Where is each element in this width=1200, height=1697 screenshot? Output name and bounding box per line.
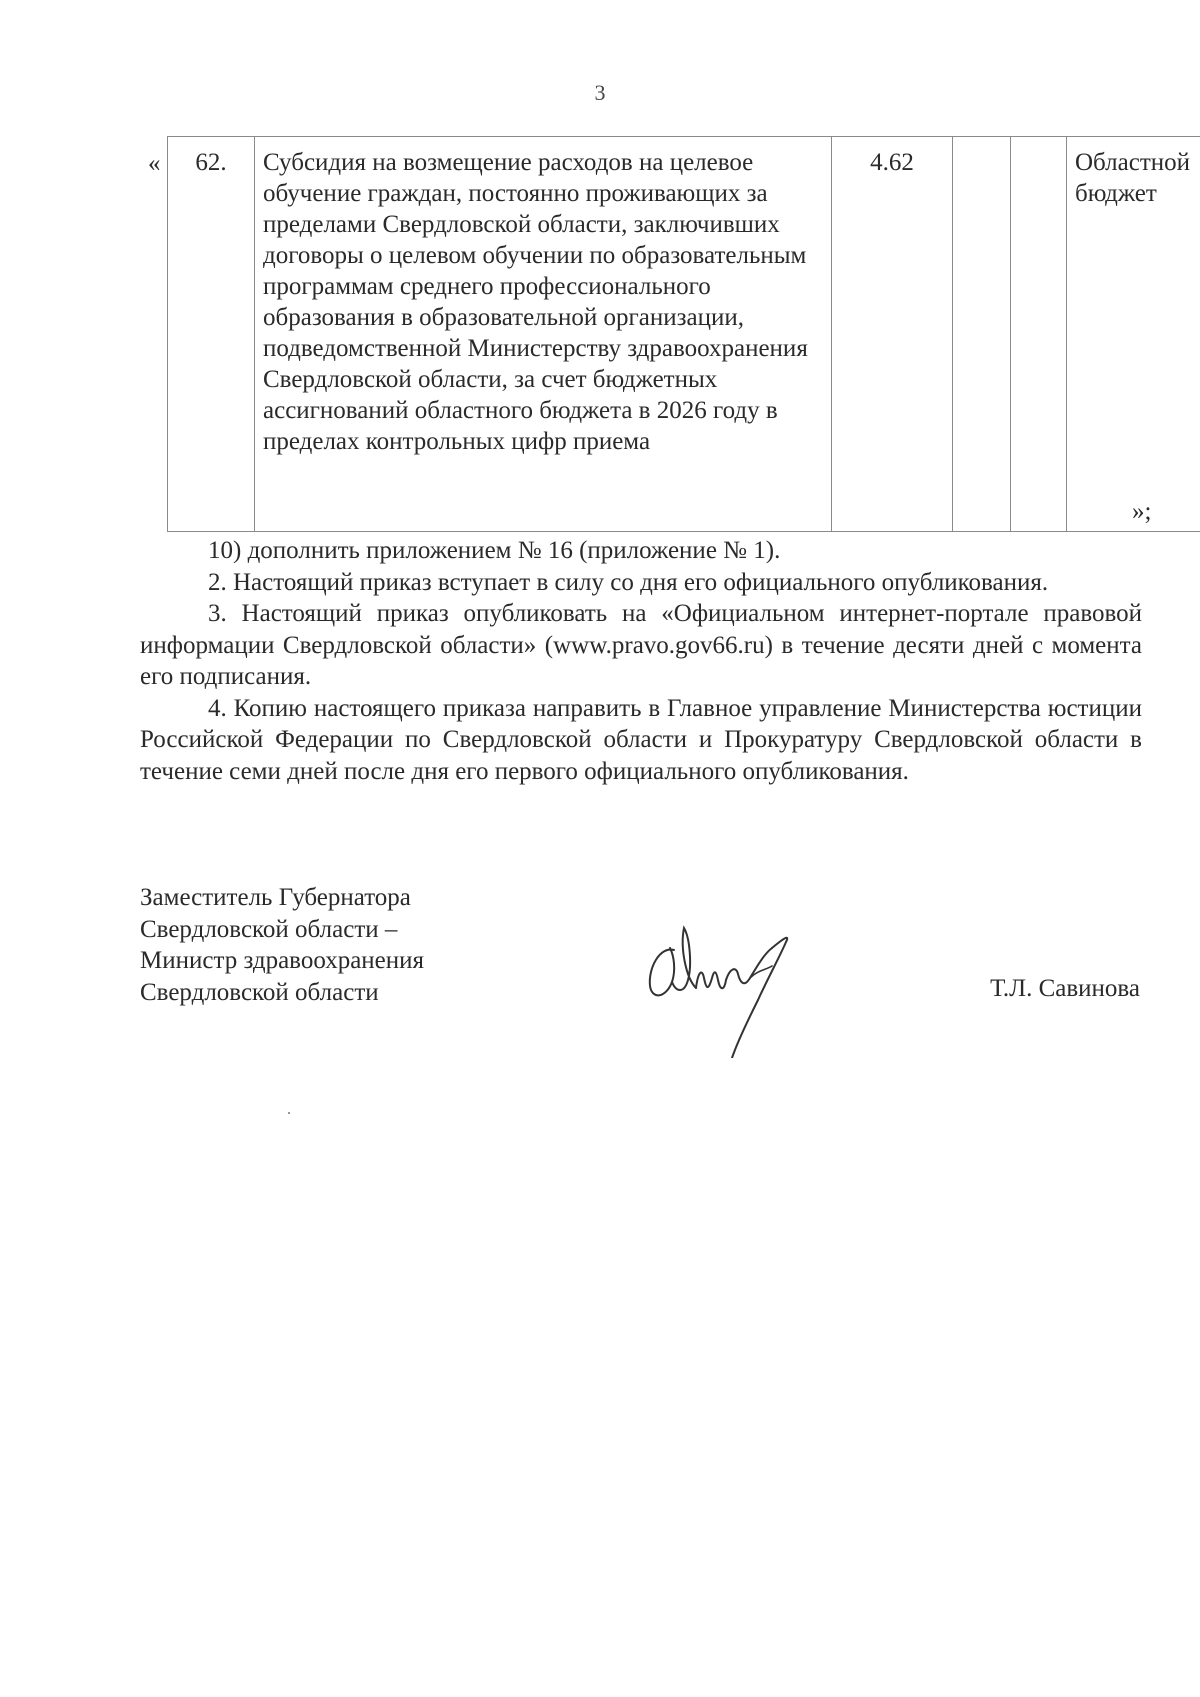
row-number-cell: 62.	[168, 137, 255, 532]
order-body-text	[140, 535, 1142, 787]
table-close-quote: »;	[1132, 498, 1152, 525]
signer-name: Т.Л. Савинова	[990, 975, 1140, 1002]
paragraph-item-2: 2. Настоящий приказ вступает в силу со дня его официального опубликования.	[208, 568, 1049, 596]
handwritten-signature	[640, 908, 820, 1063]
row-funding-source-cell: Областной бюджет	[1067, 137, 1200, 532]
scan-speck	[288, 1112, 290, 1114]
row-code-cell: 4.62	[832, 137, 953, 532]
table-open-quote: «	[148, 150, 161, 177]
signature-icon	[640, 908, 820, 1058]
row-title-cell: Субсидия на возмещение расходов на целевое обучение граждан, постоянно проживающих за пределами Свердловской области, заключивших договоры о целевом обучении по образовательным программам среднего профессионального образования в образовательной организации, подведомственной Министерству здравоохранения Свердловской области, за счет бюджетных ассигнований областного бюджета в 2026 году в пределах контрольных цифр приема	[255, 137, 832, 532]
page-number: 3	[594, 80, 606, 105]
signer-position-line: Министр здравоохранения	[140, 947, 425, 974]
signer-position-line: Свердловской области	[140, 978, 379, 1006]
signer-position	[140, 882, 424, 1008]
paragraph-item-3: 3. Настоящий приказ опубликовать на «Официальном интернет-портале правовой информации Свердловской области» (www.pravo.gov66.ru) в течение десяти дней с момента его подписания.	[140, 600, 1142, 690]
amendment-table	[167, 136, 1200, 532]
paragraph-item-4: 4. Копию настоящего приказа направить в Главное управление Министерства юстиции Российской Федерации по Свердловской области и Прокуратуру Свердловской области в течение семи дней после дня его первого официального опубликования.	[140, 694, 1142, 785]
row-empty-cell-2	[1011, 137, 1067, 532]
signer-position-line: Свердловской области –	[140, 915, 398, 943]
signer-position-line: Заместитель Губернатора	[140, 884, 411, 911]
row-empty-cell-1	[953, 137, 1011, 532]
table-row	[168, 137, 1200, 532]
paragraph-item-10: 10) дополнить приложением № 16 (приложение № 1).	[208, 537, 781, 564]
